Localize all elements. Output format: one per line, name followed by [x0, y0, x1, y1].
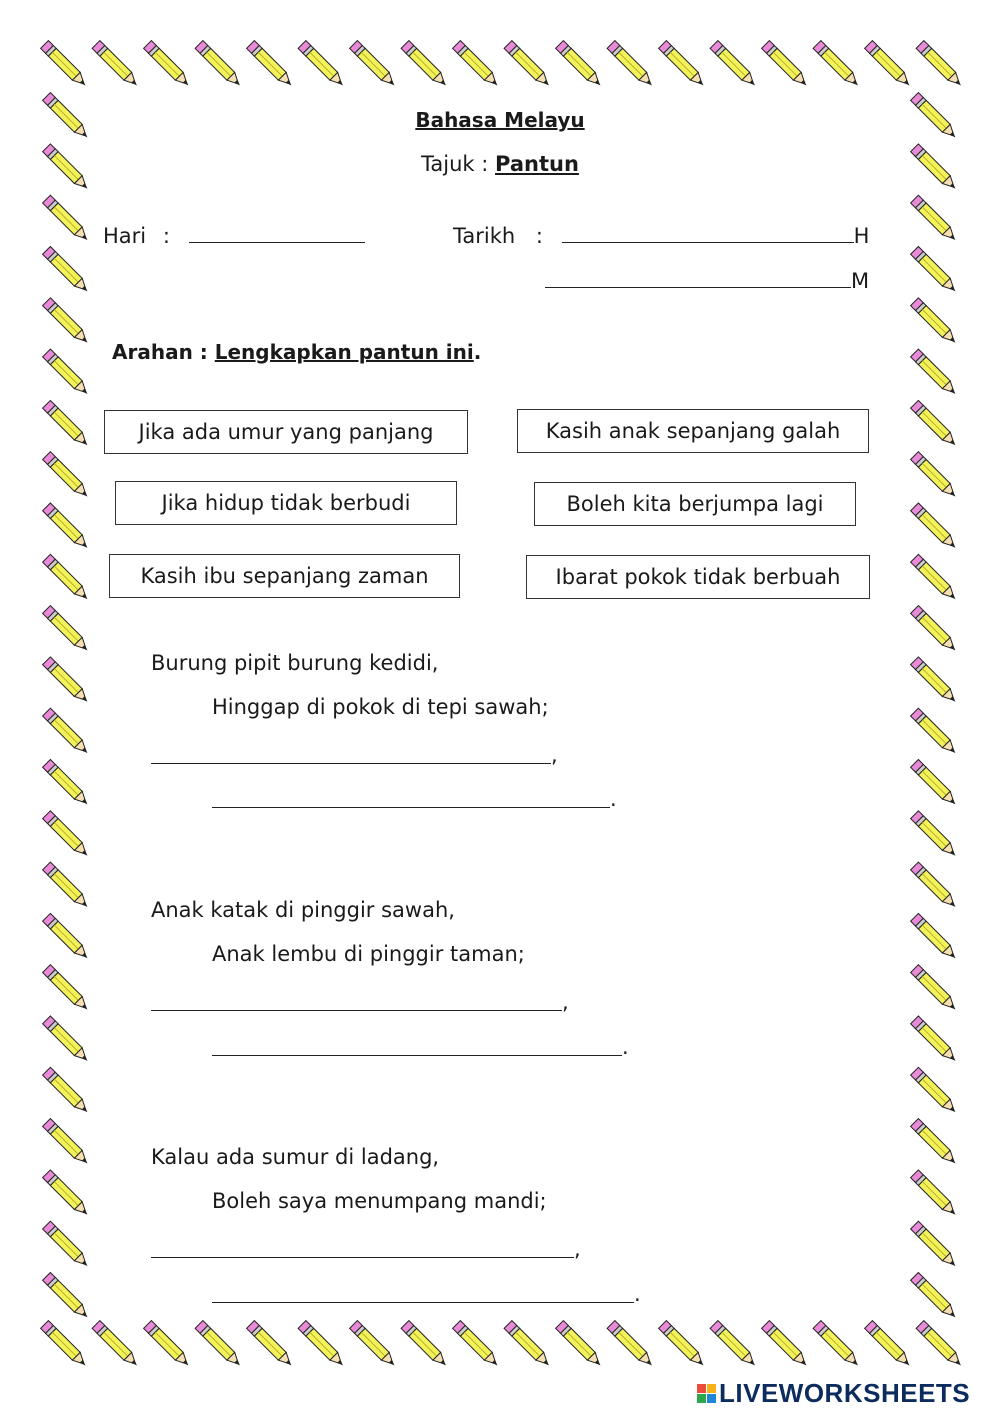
pencil-icon	[43, 452, 92, 501]
pencil-icon	[195, 1321, 244, 1370]
pencil-icon	[43, 1273, 92, 1322]
pencil-icon	[43, 606, 92, 655]
option-box[interactable]: Boleh kita berjumpa lagi	[534, 482, 856, 526]
pencil-icon	[911, 1067, 960, 1116]
pencil-icon	[911, 1119, 960, 1168]
pencil-icon	[916, 41, 965, 90]
pencil-icon	[911, 400, 960, 449]
pencil-icon	[911, 298, 960, 347]
pencil-icon	[911, 657, 960, 706]
pencil-icon	[453, 1321, 502, 1370]
pencil-icon	[911, 503, 960, 552]
pencil-icon	[43, 349, 92, 398]
pencil-icon	[247, 41, 296, 90]
pantun-2-period: .	[622, 1035, 629, 1059]
pencil-icon	[710, 41, 759, 90]
pencil-icon	[43, 1119, 92, 1168]
option-box[interactable]: Ibarat pokok tidak berbuah	[526, 555, 870, 599]
pencil-icon	[865, 41, 914, 90]
pencil-icon	[247, 1321, 296, 1370]
pencil-icon	[41, 1321, 90, 1370]
pencil-icon	[911, 1170, 960, 1219]
option-box[interactable]: Jika hidup tidak berbudi	[115, 481, 457, 525]
pencil-icon	[144, 1321, 193, 1370]
pencil-icon	[92, 41, 141, 90]
instruction-label: Arahan :	[112, 340, 208, 364]
pencil-icon	[607, 1321, 656, 1370]
pantun-1-line-2: Hinggap di pokok di tepi sawah;	[212, 695, 549, 719]
pencil-icon	[813, 41, 862, 90]
date-colon: :	[535, 224, 543, 248]
day-blank[interactable]	[189, 224, 365, 243]
date-masihi-blank[interactable]	[545, 269, 851, 288]
pencil-icon	[298, 41, 347, 90]
pencil-icon	[144, 41, 193, 90]
pencil-icon	[43, 811, 92, 860]
pencil-icon	[911, 247, 960, 296]
pencil-icon	[911, 554, 960, 603]
pantun-3-blank-4[interactable]	[212, 1302, 634, 1303]
pencil-icon	[911, 708, 960, 757]
pencil-icon	[556, 1321, 605, 1370]
pencil-icon	[911, 862, 960, 911]
liveworksheets-logo-icon	[697, 1384, 716, 1403]
pencil-icon	[556, 41, 605, 90]
hijri-suffix: H	[853, 224, 870, 248]
pantun-3-line-1: Kalau ada sumur di ladang,	[151, 1145, 440, 1169]
pencil-icon	[43, 400, 92, 449]
pantun-2-line-1: Anak katak di pinggir sawah,	[151, 898, 455, 922]
pencil-icon	[43, 1016, 92, 1065]
pencil-icon	[813, 1321, 862, 1370]
pencil-icon	[911, 811, 960, 860]
pencil-icon	[453, 41, 502, 90]
pencil-icon	[911, 195, 960, 244]
pencil-icon	[43, 657, 92, 706]
pantun-3-comma: ,	[574, 1237, 581, 1261]
pantun-3-line-2: Boleh saya menumpang mandi;	[212, 1189, 547, 1213]
pencil-icon	[43, 1170, 92, 1219]
pencil-icon	[401, 41, 450, 90]
brand-name: LIVEWORKSHEETS	[719, 1377, 971, 1408]
pencil-icon	[659, 41, 708, 90]
date-label: Tarikh	[453, 224, 516, 248]
pantun-2-blank-4[interactable]	[212, 1055, 622, 1056]
day-label: Hari	[103, 224, 147, 248]
topic-label: Tajuk :	[421, 152, 489, 176]
pencil-icon	[659, 1321, 708, 1370]
date-masihi-field	[545, 269, 869, 293]
pantun-1-blank-4[interactable]	[212, 807, 610, 808]
masihi-suffix: M	[851, 269, 870, 293]
pantun-2-line-2: Anak lembu di pinggir taman;	[212, 942, 525, 966]
pantun-2-blank-3[interactable]	[151, 1010, 562, 1011]
pencil-icon	[43, 862, 92, 911]
pencil-icon	[762, 41, 811, 90]
pencil-icon	[710, 1321, 759, 1370]
date-hijri-blank[interactable]	[562, 224, 854, 243]
pencil-icon	[43, 298, 92, 347]
topic-value: Pantun	[495, 152, 579, 176]
pencil-icon	[43, 1067, 92, 1116]
date-field	[453, 224, 869, 248]
pencil-icon	[43, 554, 92, 603]
pencil-icon	[911, 913, 960, 962]
pencil-icon	[504, 1321, 553, 1370]
pencil-icon	[911, 965, 960, 1014]
pencil-icon	[401, 1321, 450, 1370]
option-box[interactable]: Kasih ibu sepanjang zaman	[109, 554, 460, 598]
liveworksheets-logo	[697, 1378, 970, 1408]
pencil-icon	[43, 503, 92, 552]
pencil-icon	[911, 349, 960, 398]
pencil-icon	[43, 965, 92, 1014]
pencil-icon	[911, 452, 960, 501]
pencil-icon	[911, 1221, 960, 1270]
pencil-icon	[92, 1321, 141, 1370]
topic-line	[0, 152, 1000, 176]
pencil-icon	[43, 247, 92, 296]
instruction	[112, 340, 481, 364]
pencil-icon	[911, 606, 960, 655]
pencil-icon	[607, 41, 656, 90]
pencil-icon	[43, 913, 92, 962]
pencil-icon	[43, 708, 92, 757]
pencil-icon	[195, 41, 244, 90]
pencil-icon	[504, 41, 553, 90]
pantun-3-period: .	[634, 1282, 641, 1306]
day-colon: :	[162, 224, 170, 248]
instruction-end: .	[473, 340, 482, 364]
pencil-icon	[298, 1321, 347, 1370]
pencil-icon	[865, 1321, 914, 1370]
day-field	[103, 224, 365, 248]
pencil-icon	[41, 41, 90, 90]
pencil-icon	[43, 760, 92, 809]
pencil-icon	[762, 1321, 811, 1370]
pencil-icon	[916, 1321, 965, 1370]
pencil-icon	[911, 760, 960, 809]
pencil-icon	[911, 1273, 960, 1322]
pencil-icon	[350, 41, 399, 90]
pencil-icon	[350, 1321, 399, 1370]
pencil-icon	[43, 195, 92, 244]
pantun-1-blank-3[interactable]	[151, 763, 551, 764]
pencil-icon	[43, 1221, 92, 1270]
pantun-1-line-1: Burung pipit burung kedidi,	[151, 651, 439, 675]
pantun-1-comma: ,	[551, 743, 558, 767]
pantun-2-comma: ,	[562, 990, 569, 1014]
subject-title: Bahasa Melayu	[415, 108, 585, 132]
pantun-1-period: .	[610, 787, 617, 811]
option-box[interactable]: Kasih anak sepanjang galah	[517, 409, 869, 453]
option-box[interactable]: Jika ada umur yang panjang	[104, 410, 468, 454]
pencil-icon	[911, 1016, 960, 1065]
pantun-3-blank-3[interactable]	[151, 1257, 574, 1258]
instruction-text: Lengkapkan pantun ini	[214, 340, 474, 364]
